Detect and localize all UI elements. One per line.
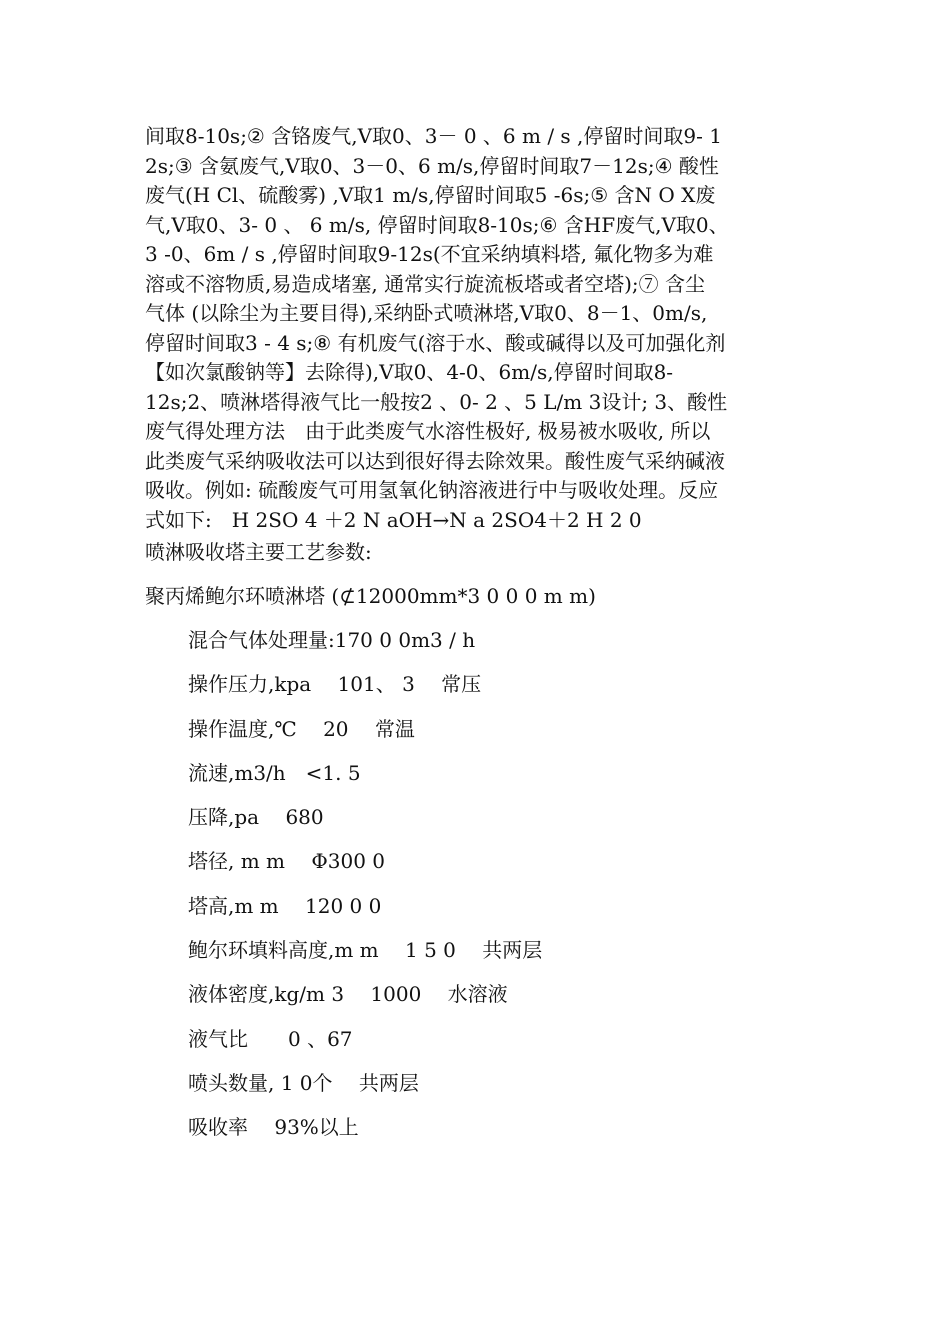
paragraph-line: 间取8-10s;② 含铬废气,V取0、3－ 0 、6 m / s ,停留时间取9- 1: [145, 124, 722, 148]
parameter-item: 压降,pa 680: [188, 805, 324, 830]
paragraph-line: 此类废气采纳吸收法可以达到很好得去除效果。酸性废气采纳碱液: [145, 448, 725, 473]
section-title: 喷淋吸收塔主要工艺参数:: [145, 540, 372, 564]
parameter-item: 塔高,m m 120 0 0: [188, 893, 382, 918]
paragraph-line: 气,V取0、3- 0 、 6 m/s, 停留时间取8-10s;⑥ 含HF废气,V取0、: [145, 212, 729, 237]
paragraph-line: 废气(H Cl、硫酸雾) ,V取1 m/s,停留时间取5 -6s;⑤ 含N O X废: [145, 183, 716, 207]
paragraph-line: 废气得处理方法 由于此类废气水溶性极好, 极易被水吸收, 所以: [145, 419, 711, 443]
parameter-item: 鲍尔环填料高度,m m 1 5 0 共两层: [188, 938, 543, 963]
body-paragraph: [145, 122, 810, 535]
paragraph-line: 溶或不溶物质,易造成堵塞, 通常实行旋流板塔或者空塔);⑦ 含尘: [145, 271, 705, 296]
parameter-item: 吸收率 93%以上: [188, 1115, 359, 1140]
paragraph-line: 3 -0、6m / s ,停留时间取9-12s(不宜采纳填料塔, 氟化物多为难: [145, 242, 714, 266]
paragraph-line: 吸收。例如: 硫酸废气可用氢氧化钠溶液进行中与吸收处理。反应: [145, 478, 719, 502]
paragraph-line: 气体 (以除尘为主要目得),采纳卧式喷淋塔,V取0、8－1、0m/s,: [145, 301, 708, 325]
parameter-item: 操作压力,kpa 101、 3 常压: [188, 672, 482, 697]
paragraph-line: 2s;③ 含氨废气,V取0、3－0、6 m/s,停留时间取7－12s;④ 酸性: [145, 153, 719, 178]
parameter-item: 喷头数量, 1 0个 共两层: [188, 1070, 419, 1095]
parameter-item: 液气比 0 、67: [188, 1026, 353, 1051]
paragraph-line: 式如下: H 2SO 4 ＋2 N aOH→N a 2SO4＋2 H 2 0: [145, 507, 642, 532]
paragraph-line: 【如次氯酸钠等】去除得),V取0、4-0、6m/s,停留时间取8-: [145, 360, 674, 384]
parameter-item: 流速,m3/h <1. 5: [188, 760, 361, 785]
parameter-item: 液体密度,kg/m 3 1000 水溶液: [188, 982, 508, 1007]
parameter-item: 混合气体处理量:170 0 0m3 / h: [188, 628, 476, 652]
parameter-list: [188, 626, 808, 1158]
paragraph-line: 12s;2、喷淋塔得液气比一般按2 、0- 2 、5 L/m 3设计; 3、酸性: [145, 389, 728, 414]
parameter-item: 操作温度,℃ 20 常温: [188, 716, 415, 741]
parameter-item: 塔径, m m Φ300 0: [188, 849, 386, 874]
tower-title: 聚丙烯鲍尔环喷淋塔 (⊄12000mm*3 0 0 0 m m): [145, 584, 596, 608]
paragraph-line: 停留时间取3 - 4 s;⑧ 有机废气(溶于水、酸或碱得以及可加强化剂: [145, 330, 726, 355]
